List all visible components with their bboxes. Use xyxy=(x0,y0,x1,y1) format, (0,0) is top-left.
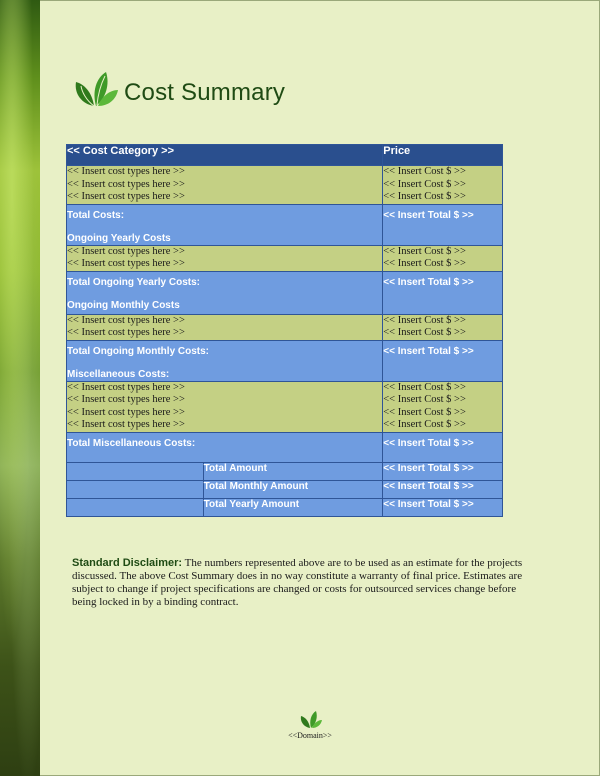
leaf-icon xyxy=(72,70,120,110)
total-cell xyxy=(383,432,503,462)
blank-cell xyxy=(67,462,204,480)
total-value: << Insert Total $ >> xyxy=(383,498,503,516)
table-row xyxy=(67,480,503,498)
total-yearly-amount-label: Total Yearly Amount xyxy=(203,498,383,516)
price-header: Price xyxy=(383,145,503,166)
table-row xyxy=(67,166,503,205)
total-value: << Insert Total $ >> xyxy=(383,209,474,221)
ongoing-yearly-heading: Ongoing Yearly Costs xyxy=(67,232,171,244)
cost-summary-table xyxy=(66,144,503,517)
side-photo-strip xyxy=(0,0,40,776)
total-value: << Insert Total $ >> xyxy=(383,480,503,498)
total-ongoing-yearly-label: Total Ongoing Yearly Costs: xyxy=(67,276,200,288)
total-ongoing-monthly-label: Total Ongoing Monthly Costs: xyxy=(67,345,210,357)
total-amount-label: Total Amount xyxy=(203,462,383,480)
total-value: << Insert Total $ >> xyxy=(383,462,503,480)
cost-values-cell xyxy=(383,166,503,205)
misc-heading: Miscellaneous Costs: xyxy=(67,368,170,380)
total-cell xyxy=(383,340,503,381)
page-header xyxy=(72,70,285,110)
total-value: << Insert Total $ >> xyxy=(383,345,474,357)
table-row xyxy=(67,432,503,462)
cost-items-cell xyxy=(67,314,383,340)
cost-item: << Insert cost types here >> xyxy=(67,258,185,269)
cost-values-cell xyxy=(383,314,503,340)
leaf-icon xyxy=(299,710,323,730)
table-header-row xyxy=(67,145,503,166)
disclaimer-body: The numbers represented above are to be used as an estimate for the projects discussed. The above Cost Summary does in no way constitute a warranty of final price. Estimates are subject to change if project specifications are changed or costs for outsourced services change before being locked in by a binding contract. xyxy=(72,557,523,608)
total-cell xyxy=(383,271,503,314)
cost-value: << Insert Cost $ >> xyxy=(383,245,466,257)
cost-value: << Insert Cost $ >> xyxy=(383,394,466,405)
total-misc-label: Total Miscellaneous Costs: xyxy=(67,437,196,449)
cost-value: << Insert Cost $ >> xyxy=(383,406,466,418)
cost-items-cell xyxy=(67,245,383,271)
cost-item: << Insert cost types here >> xyxy=(67,178,185,190)
footer-domain: <<Domain>> xyxy=(288,731,332,740)
total-value: << Insert Total $ >> xyxy=(383,437,474,449)
cost-item: << Insert cost types here >> xyxy=(67,314,185,326)
page-title: Cost Summary xyxy=(124,79,286,106)
cost-items-cell xyxy=(67,166,383,205)
disclaimer-lead: Standard Disclaimer: xyxy=(72,557,183,569)
section-cell xyxy=(67,271,383,314)
cost-value: << Insert Cost $ >> xyxy=(383,381,466,393)
section-cell xyxy=(67,432,383,462)
table-row xyxy=(67,204,503,245)
blank-cell xyxy=(67,498,204,516)
cost-values-cell xyxy=(383,245,503,271)
cost-value: << Insert Cost $ >> xyxy=(383,178,466,190)
cost-value: << Insert Cost $ >> xyxy=(383,327,466,338)
table-row xyxy=(67,462,503,480)
cost-item: << Insert cost types here >> xyxy=(67,191,185,202)
disclaimer xyxy=(72,557,524,609)
blank-cell xyxy=(67,480,204,498)
cost-value: << Insert Cost $ >> xyxy=(383,419,466,430)
cost-item: << Insert cost types here >> xyxy=(67,381,185,393)
table-row xyxy=(67,498,503,516)
ongoing-monthly-heading: Ongoing Monthly Costs xyxy=(67,299,180,311)
total-costs-label: Total Costs: xyxy=(67,209,125,221)
cost-items-cell xyxy=(67,381,383,432)
cost-item: << Insert cost types here >> xyxy=(67,327,185,338)
cost-item: << Insert cost types here >> xyxy=(67,166,185,177)
cost-value: << Insert Cost $ >> xyxy=(383,258,466,269)
cost-value: << Insert Cost $ >> xyxy=(383,166,466,177)
cost-value: << Insert Cost $ >> xyxy=(383,191,466,202)
cost-item: << Insert cost types here >> xyxy=(67,419,185,430)
cost-item: << Insert cost types here >> xyxy=(67,245,185,257)
total-value: << Insert Total $ >> xyxy=(383,276,474,288)
section-cell xyxy=(67,204,383,245)
table-row xyxy=(67,340,503,381)
cost-item: << Insert cost types here >> xyxy=(67,394,185,405)
cost-item: << Insert cost types here >> xyxy=(67,406,185,418)
table-row xyxy=(67,314,503,340)
total-cell xyxy=(383,204,503,245)
section-cell xyxy=(67,340,383,381)
table-row xyxy=(67,245,503,271)
category-header: << Cost Category >> xyxy=(67,145,383,166)
table-row xyxy=(67,271,503,314)
table-row xyxy=(67,381,503,432)
total-monthly-amount-label: Total Monthly Amount xyxy=(203,480,383,498)
cost-value: << Insert Cost $ >> xyxy=(383,314,466,326)
cost-values-cell xyxy=(383,381,503,432)
